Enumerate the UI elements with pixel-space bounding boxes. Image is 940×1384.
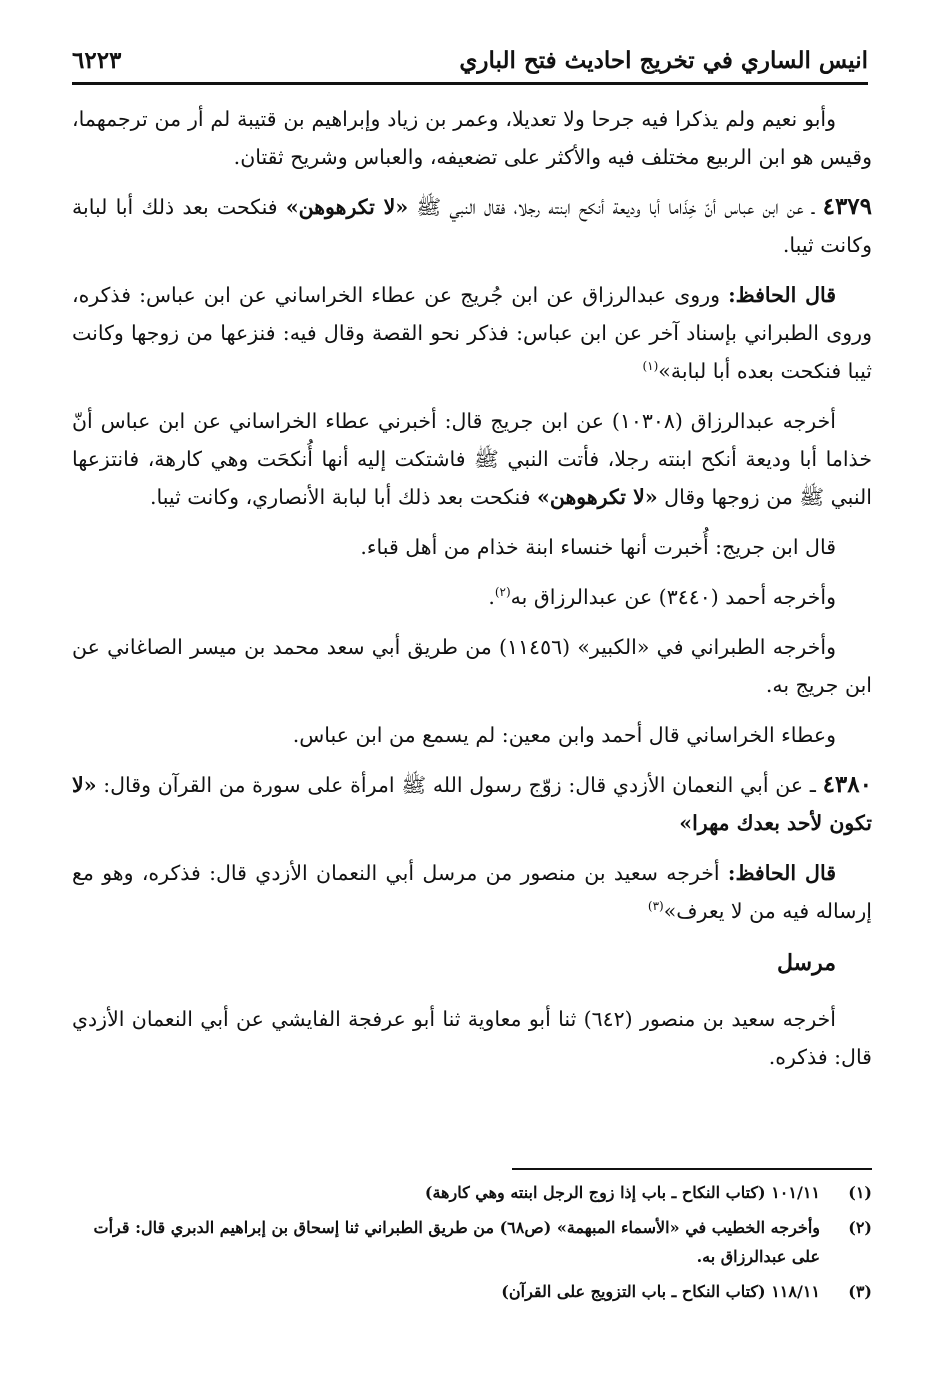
- footnotes: [72, 1178, 872, 1312]
- hadith-quote: «لا تكرهوهن»: [285, 195, 409, 219]
- footnote-ref-1: (١): [642, 359, 659, 374]
- hafiz-commentary-2: [72, 854, 872, 930]
- hadith-4379: [72, 188, 872, 264]
- main-text: [72, 100, 872, 1088]
- footnote-ref-3: (٣): [647, 899, 664, 914]
- footnote-1: [72, 1178, 872, 1207]
- hafiz-label-2: قال الحافظ:: [727, 861, 836, 885]
- ahmad-text: وأخرجه أحمد (٣٤٤٠) عن عبدالرزاق به: [510, 585, 836, 609]
- footnote-3: [72, 1277, 872, 1306]
- takhrij-paragraph-1: [72, 402, 872, 516]
- paragraph-1: وأبو نعيم ولم يذكرا فيه جرحا ولا تعديلا، وعمر بن زياد وإبراهيم بن قتيبة لم أر من ترجمهما، وقيس هو ابن الربيع مختلف فيه والأكثر على تضعيفه، والعباس وشريح ثقتان.: [72, 107, 872, 169]
- hadith-number-2: ٤٣٨٠: [822, 771, 872, 798]
- footnote-number: (١): [848, 1183, 872, 1202]
- hadith-text-2: ـ عن أبي النعمان الأزدي قال: زوّج رسول الله ﷺ امرأة على سورة من القرآن وقال:: [96, 773, 823, 797]
- hafiz-commentary-1: [72, 276, 872, 390]
- section-title-mursal: مرسل: [776, 950, 836, 976]
- footnote-divider: [512, 1168, 872, 1170]
- hadith-quote-2: «لا تكون لأحد بعدك مهرا»: [72, 773, 872, 835]
- takhrij-tail: فنكحت بعد ذلك أبا لبابة الأنصاري، وكانت ثيبا.: [149, 485, 538, 509]
- ahmad-end: .: [488, 585, 495, 609]
- hadith-text: ـ عن ابن عباس أنّ خِذَاما أبا وديعة أنكح ابنته رجلا، فقال النبي ﷺ: [408, 195, 823, 219]
- paragraph-tabarani: وأخرجه الطبراني في «الكبير» (١١٤٥٦) من طريق أبي سعد محمد بن ميسر الصاغاني عن ابن جريج به.: [72, 635, 872, 697]
- footnote-number: (٢): [848, 1218, 872, 1237]
- paragraph-ibn-jurayj: قال ابن جريج: أُخبرت أنها خنساء ابنة خذام من أهل قباء.: [360, 535, 836, 559]
- footnote-text: ١٠١/١١ (كتاب النكاح ـ باب إذا زوج الرجل ابنته وهي كارهة): [424, 1183, 820, 1202]
- hadith-4380: [72, 766, 872, 842]
- hafiz-label: قال الحافظ:: [728, 283, 837, 307]
- header-title: انيس الساري في تخريج احاديث فتح الباري: [459, 46, 868, 74]
- paragraph-ata: وعطاء الخراساني قال أحمد وابن معين: لم يسمع من ابن عباس.: [292, 723, 836, 747]
- hafiz-text-2: أخرجه سعيد بن منصور من مرسل أبي النعمان الأزدي قال: فذكره، وهو مع إرساله فيه من لا يعرف»: [72, 861, 872, 923]
- hafiz-text: وروى عبدالرزاق عن ابن جُريج عن عطاء الخراساني عن ابن عباس: فذكره، وروى الطبراني بإسناد آخر عن ابن عباس: فذكر نحو القصة وقال فيه: فنزعها من زوجها وكانت ثيبا فنكحت بعده أبا لبابة»: [72, 283, 872, 383]
- page-number: ٦٢٢٣: [72, 46, 122, 74]
- hadith-number: ٤٣٧٩: [822, 193, 873, 220]
- takhrij-quote: «لا تكرهوهن»: [537, 485, 658, 509]
- hadith-tail: فنكحت بعد ذلك أبا لبابة وكانت ثيبا.: [72, 195, 872, 257]
- paragraph-ahmad: [72, 578, 872, 616]
- paragraph-said: أخرجه سعيد بن منصور (٦٤٢) ثنا أبو معاوية ثنا أبو عرفجة الفايشي عن أبي النعمان الأزدي قال: فذكره.: [72, 1007, 872, 1069]
- footnote-text: وأخرجه الخطيب في «الأسماء المبهمة» (ص٦٨) من طريق الطبراني ثنا إسحاق بن إبراهيم الدبري قال: قرأت على عبدالرزاق به.: [93, 1218, 820, 1266]
- footnote-number: (٣): [848, 1282, 872, 1301]
- footnote-ref-2: (٢): [494, 585, 511, 600]
- takhrij-text: أخرجه عبدالرزاق (١٠٣٠٨) عن ابن جريج قال: أخبرني عطاء الخراساني عن ابن عباس أنّ خذاما أبا وديعة أنكح ابنته رجلا، فأتت النبي ﷺ فاشتكت إليه أنها أُنكحَت وهي كارهة، فانتزعها النبي ﷺ من زوجها وقال: [72, 409, 872, 509]
- footnote-2: [72, 1213, 872, 1271]
- running-header: [72, 38, 868, 85]
- footnote-text: ١١٨/١١ (كتاب النكاح ـ باب التزويج على القرآن): [501, 1282, 820, 1301]
